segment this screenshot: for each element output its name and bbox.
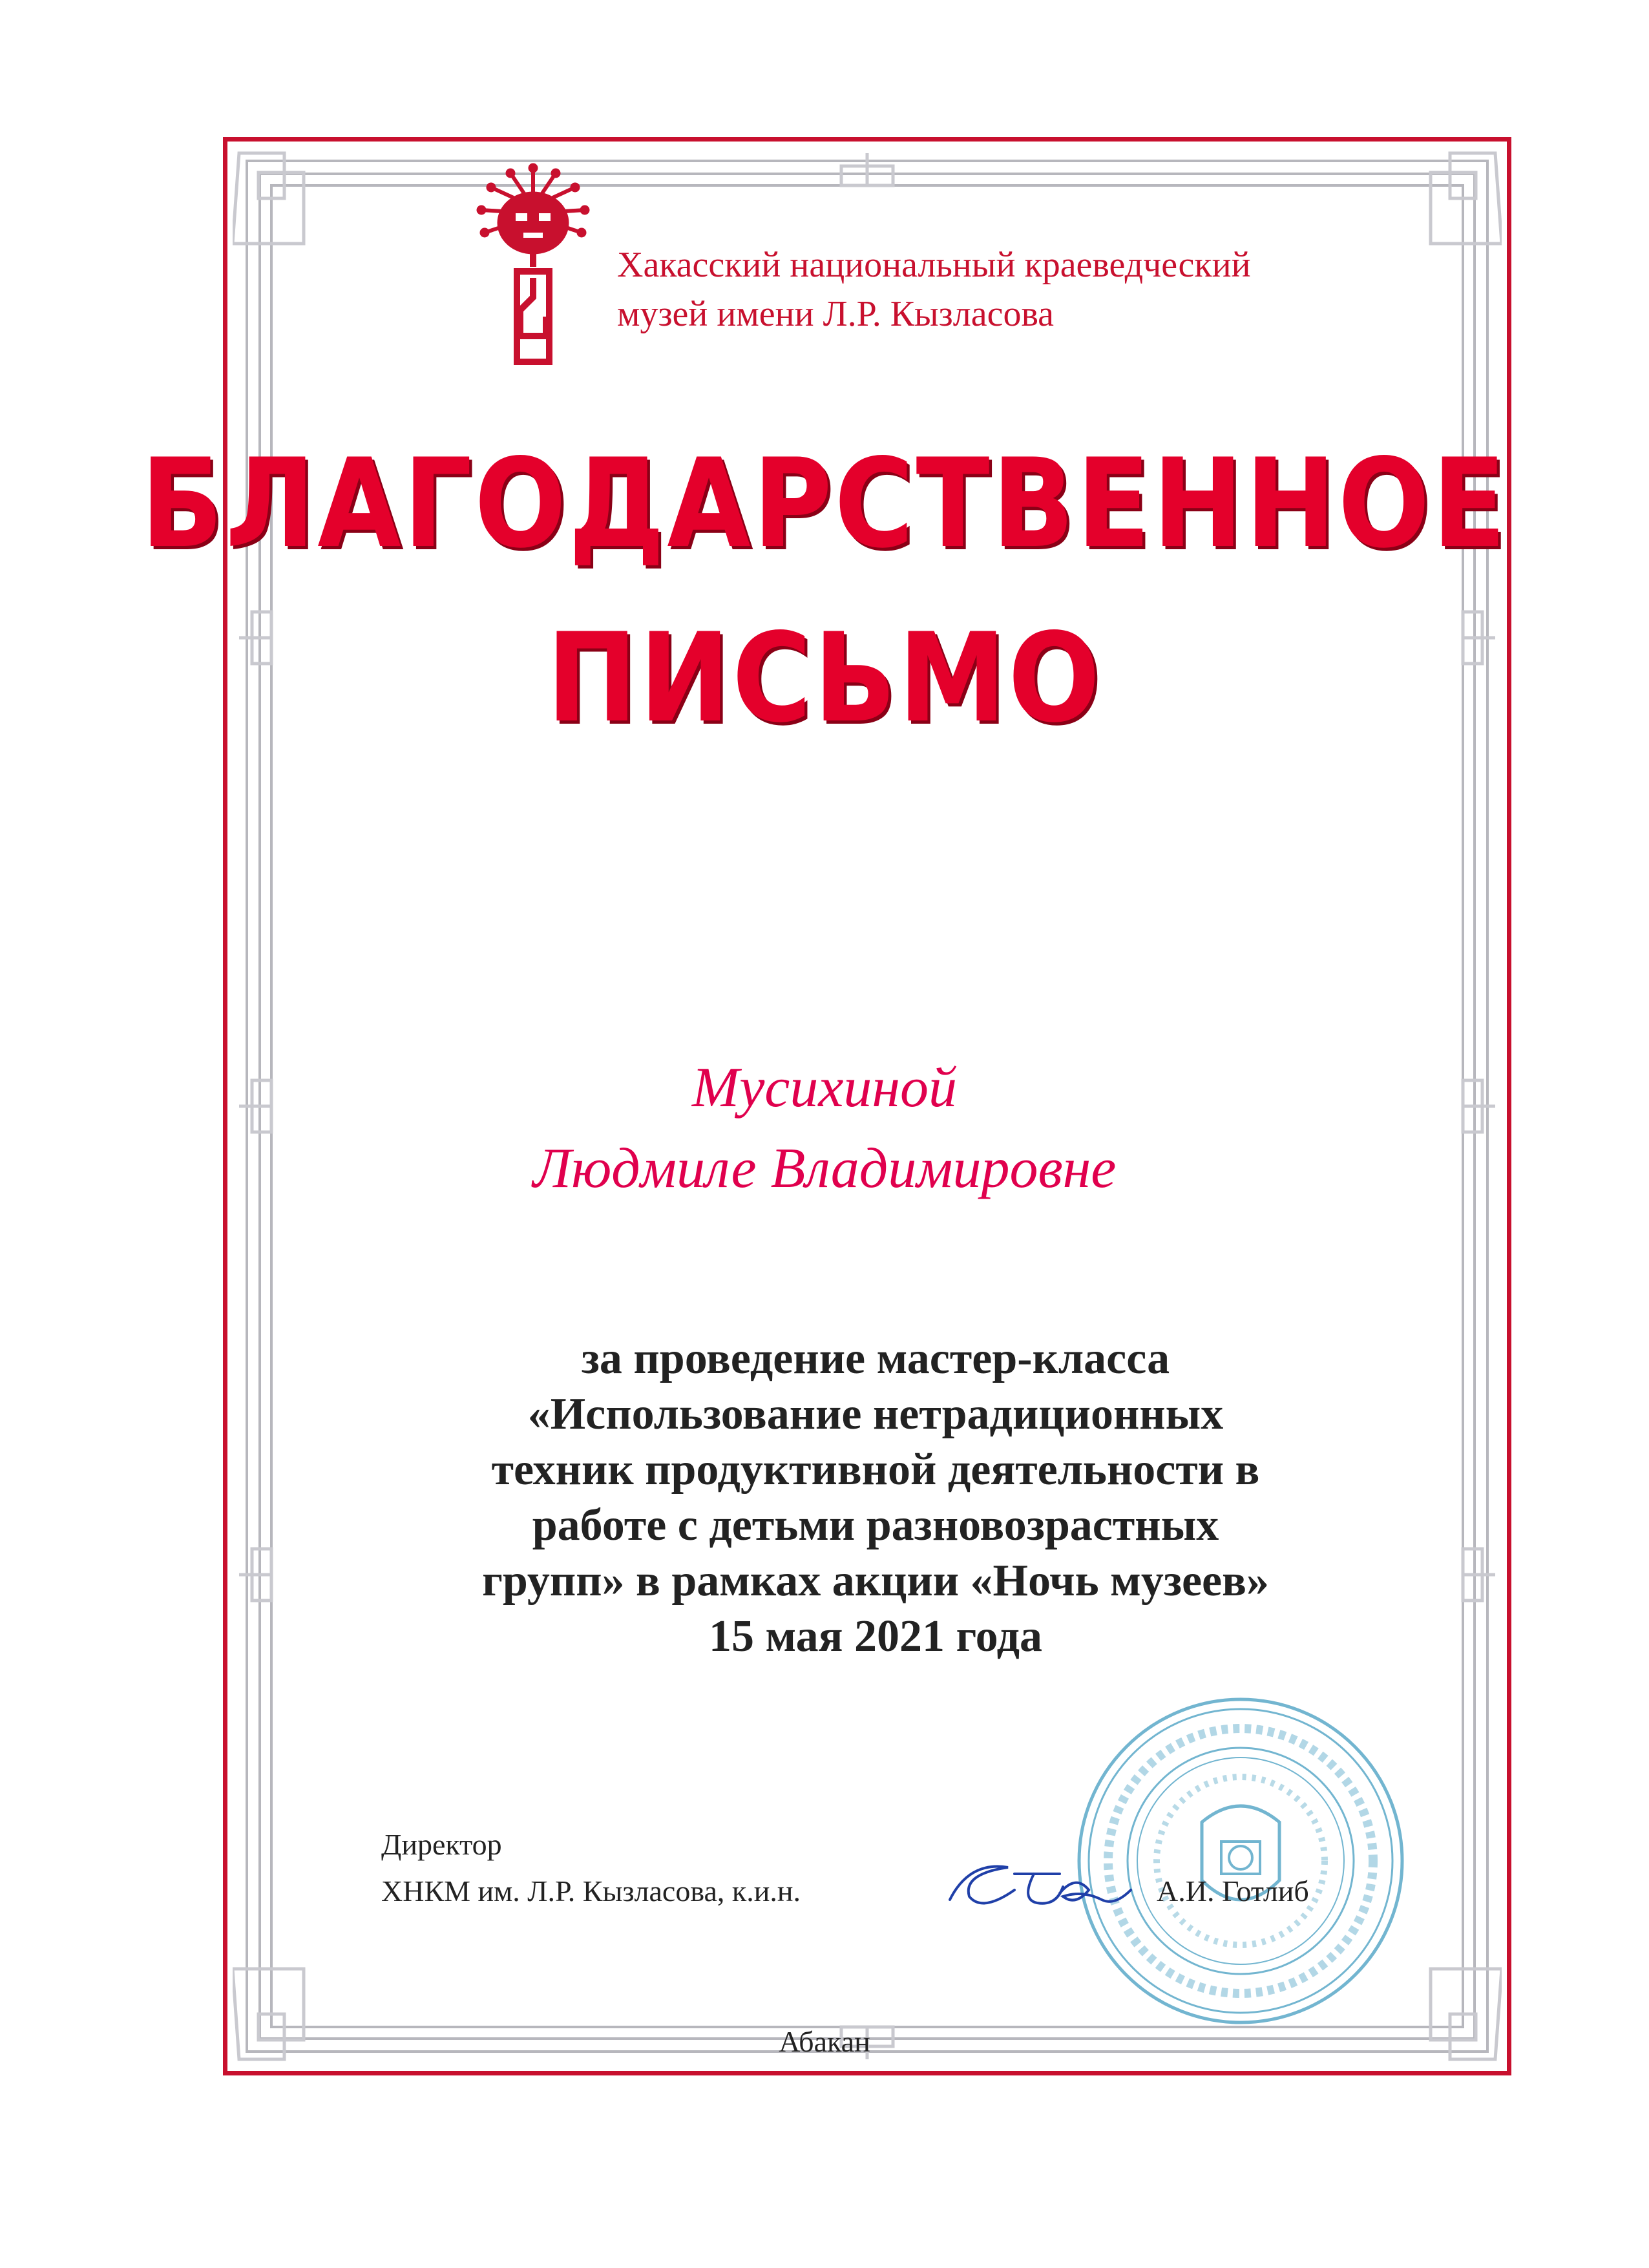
award-reason bbox=[362, 1331, 1389, 1664]
certificate-title-line-2: ПИСЬМО bbox=[547, 607, 1102, 750]
reason-line: техник продуктивной деятельности в bbox=[491, 1445, 1260, 1495]
reason-date: 15 мая 2021 года bbox=[708, 1612, 1042, 1661]
recipient-surname: Мусихиной bbox=[691, 1056, 958, 1119]
signatory-organization: ХНКМ им. Л.Р. Кызласова, к.и.н. bbox=[381, 1874, 801, 1907]
recipient-given-names: Людмиле Владимировне bbox=[532, 1137, 1117, 1200]
museum-logo bbox=[472, 162, 594, 368]
signatory-position: Директор bbox=[381, 1828, 502, 1861]
handwritten-signature bbox=[943, 1848, 1137, 1926]
reason-line: групп» в рамках акции «Ночь музеев» bbox=[482, 1556, 1269, 1606]
reason-line: работе с детьми разновозрастных bbox=[532, 1500, 1219, 1550]
city-name: Абакан bbox=[779, 2025, 870, 2058]
reason-line: за проведение мастер-класса bbox=[581, 1334, 1170, 1383]
museum-name-line-2: музей имени Л.Р. Кызласова bbox=[617, 294, 1055, 334]
museum-name bbox=[617, 240, 1444, 339]
signatory-name: А.И. Готлиб bbox=[1157, 1874, 1309, 1907]
certificate-title-line-1: БЛАГОДАРСТВЕННОЕ bbox=[140, 432, 1509, 575]
reason-line: «Использование нетрадиционных bbox=[527, 1389, 1224, 1439]
museum-name-line-1: Хакасский национальный краеведческий bbox=[617, 245, 1251, 285]
